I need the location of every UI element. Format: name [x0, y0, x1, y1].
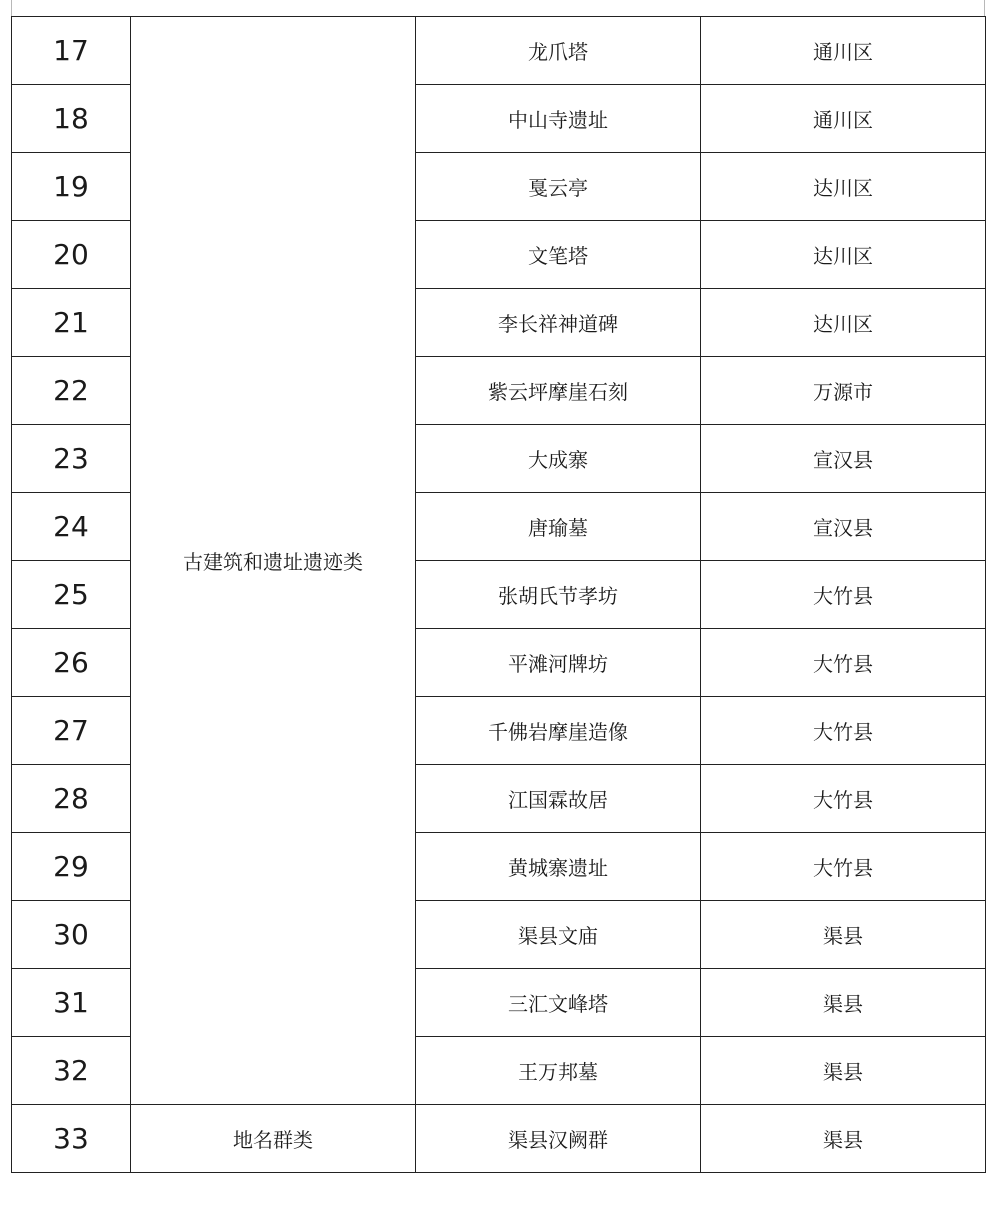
site-name: 中山寺遗址 — [416, 85, 701, 153]
site-name: 黄城寨遗址 — [416, 833, 701, 901]
site-region: 宣汉县 — [701, 493, 986, 561]
site-region: 达川区 — [701, 289, 986, 357]
site-region: 大竹县 — [701, 765, 986, 833]
site-name: 渠县汉阙群 — [416, 1105, 701, 1173]
site-region: 大竹县 — [701, 561, 986, 629]
row-number: 29 — [12, 833, 131, 901]
page-edge-mark-left — [11, 0, 12, 16]
row-number: 22 — [12, 357, 131, 425]
site-name: 江国霖故居 — [416, 765, 701, 833]
site-region: 宣汉县 — [701, 425, 986, 493]
row-number: 21 — [12, 289, 131, 357]
row-number: 19 — [12, 153, 131, 221]
row-number: 24 — [12, 493, 131, 561]
row-number: 25 — [12, 561, 131, 629]
site-region: 通川区 — [701, 85, 986, 153]
site-name: 戛云亭 — [416, 153, 701, 221]
row-number: 27 — [12, 697, 131, 765]
site-region: 通川区 — [701, 17, 986, 85]
page-edge-mark-right — [984, 0, 985, 16]
row-number: 26 — [12, 629, 131, 697]
site-region: 渠县 — [701, 969, 986, 1037]
row-number: 17 — [12, 17, 131, 85]
site-name: 王万邦墓 — [416, 1037, 701, 1105]
site-name: 渠县文庙 — [416, 901, 701, 969]
site-region: 渠县 — [701, 1105, 986, 1173]
row-number: 33 — [12, 1105, 131, 1173]
row-number: 23 — [12, 425, 131, 493]
category-cell: 地名群类 — [131, 1105, 416, 1173]
row-number: 31 — [12, 969, 131, 1037]
site-name: 大成寨 — [416, 425, 701, 493]
site-name: 李长祥神道碑 — [416, 289, 701, 357]
row-number: 20 — [12, 221, 131, 289]
site-region: 渠县 — [701, 1037, 986, 1105]
row-number: 18 — [12, 85, 131, 153]
site-name: 紫云坪摩崖石刻 — [416, 357, 701, 425]
category-cell: 古建筑和遗址遗迹类 — [131, 17, 416, 1105]
row-number: 32 — [12, 1037, 131, 1105]
site-name: 三汇文峰塔 — [416, 969, 701, 1037]
site-region: 达川区 — [701, 221, 986, 289]
site-name: 千佛岩摩崖造像 — [416, 697, 701, 765]
row-number: 30 — [12, 901, 131, 969]
site-region: 渠县 — [701, 901, 986, 969]
site-name: 龙爪塔 — [416, 17, 701, 85]
site-region: 大竹县 — [701, 629, 986, 697]
table-row — [12, 1105, 986, 1173]
site-name: 张胡氏节孝坊 — [416, 561, 701, 629]
site-name: 平滩河牌坊 — [416, 629, 701, 697]
site-name: 唐瑜墓 — [416, 493, 701, 561]
site-region: 大竹县 — [701, 697, 986, 765]
site-region: 大竹县 — [701, 833, 986, 901]
heritage-list-table — [11, 16, 986, 1173]
site-region: 万源市 — [701, 357, 986, 425]
site-name: 文笔塔 — [416, 221, 701, 289]
table-body — [12, 17, 986, 1173]
row-number: 28 — [12, 765, 131, 833]
table-row — [12, 17, 986, 85]
site-region: 达川区 — [701, 153, 986, 221]
